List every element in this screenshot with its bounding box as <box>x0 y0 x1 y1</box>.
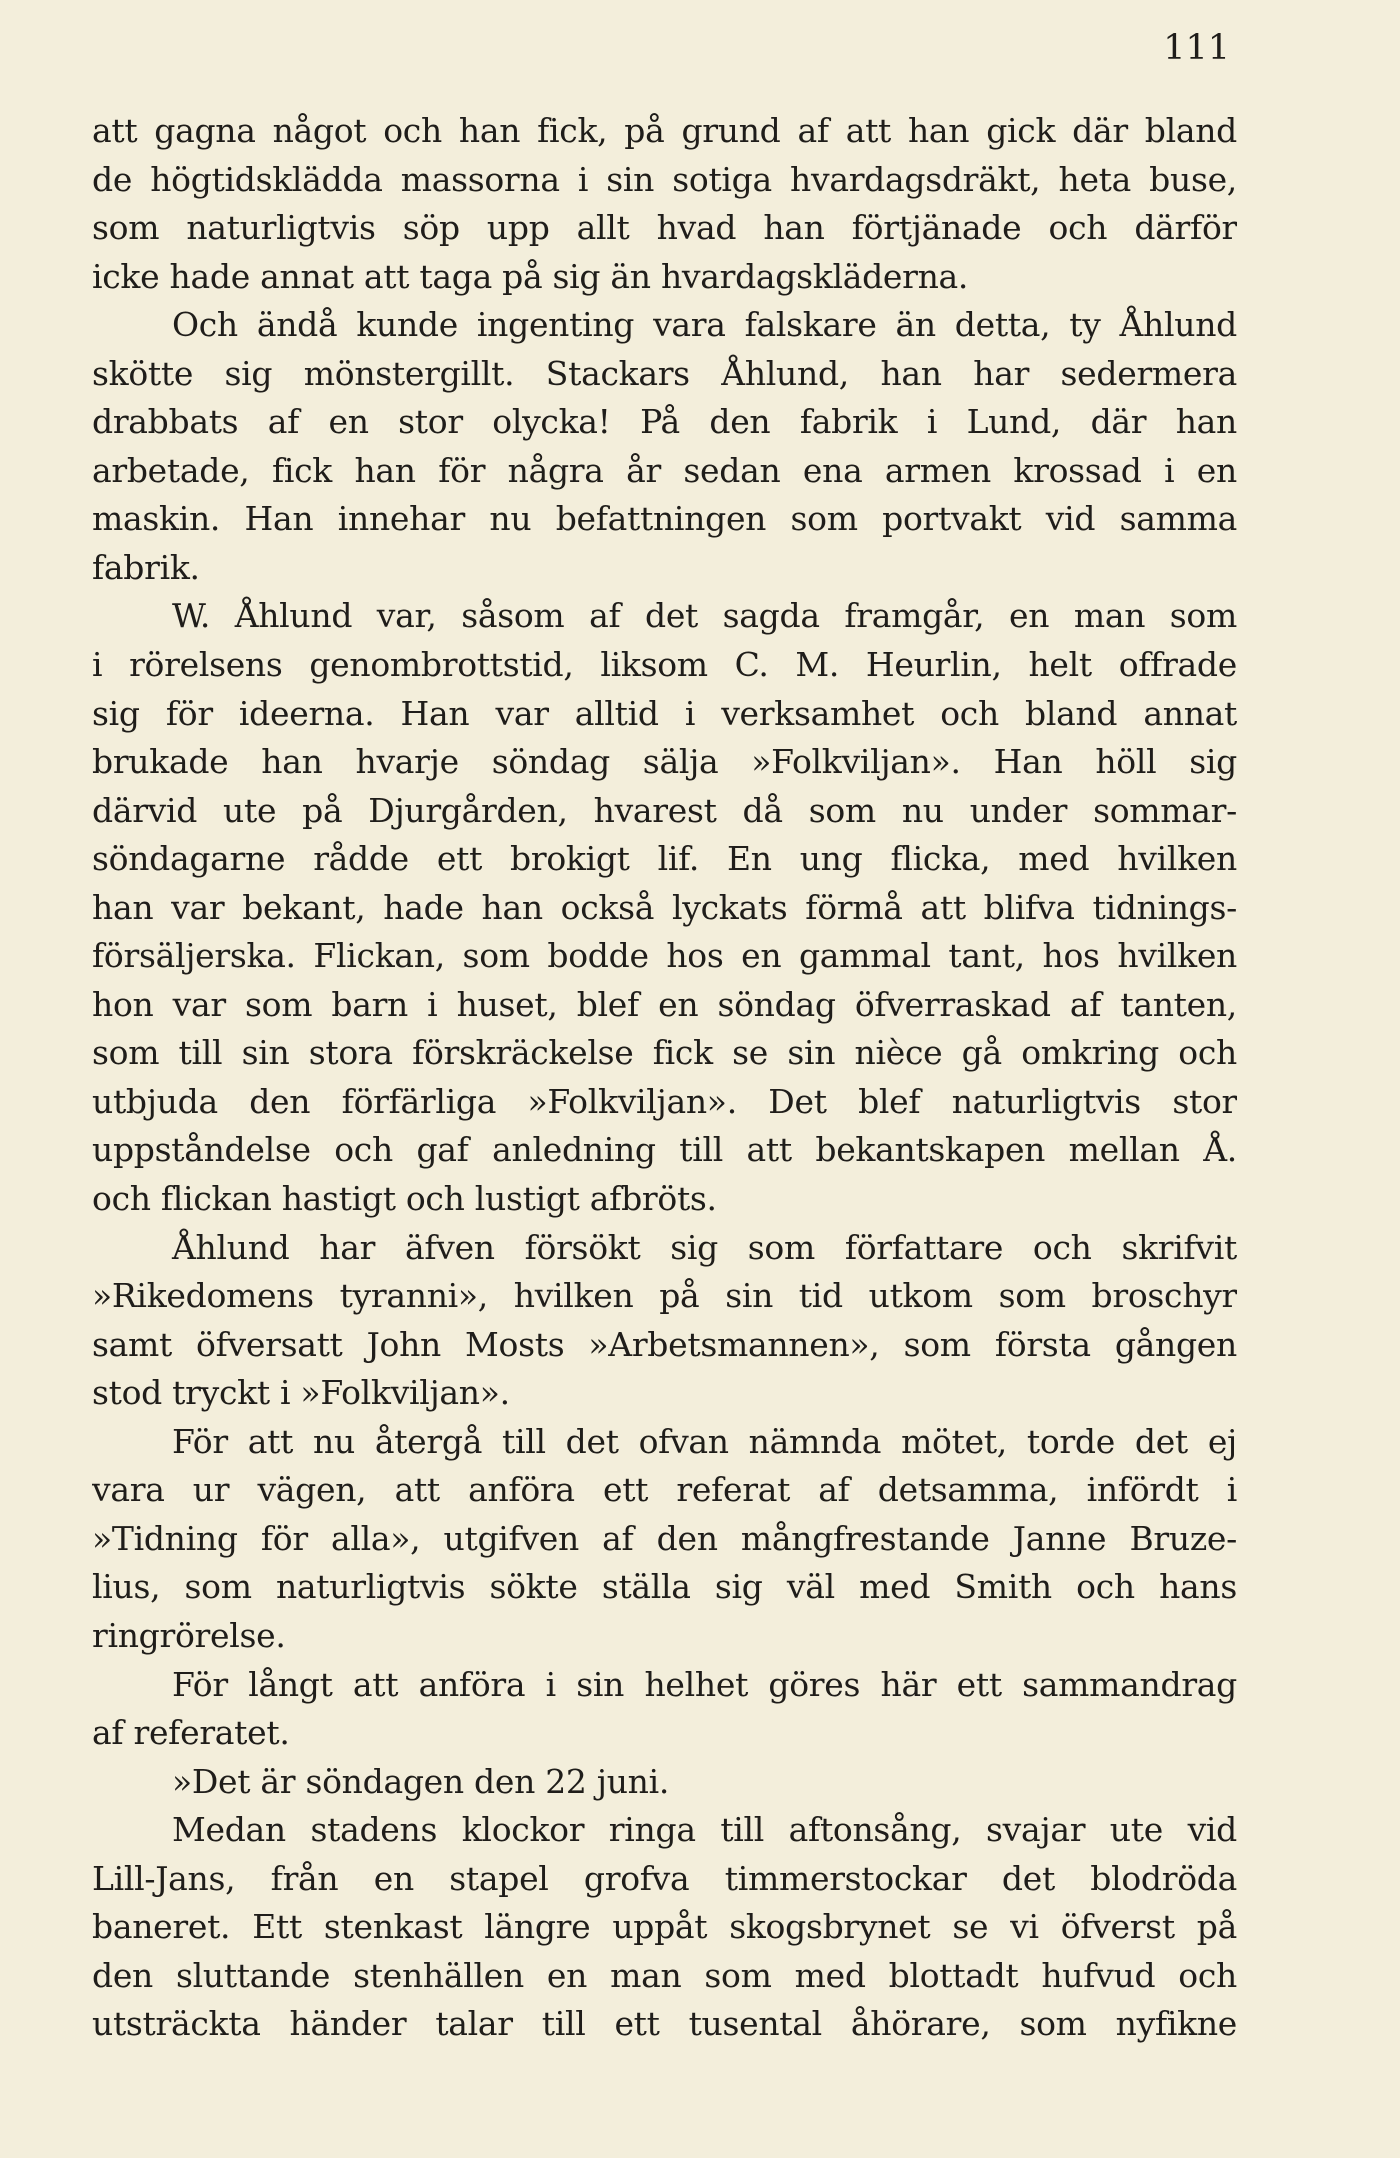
text-line: icke hade annat att taga på sig än hvardagskläderna. <box>92 256 969 296</box>
text-line: »Tidning för alla», utgifven af den mångfrestande Janne Bruze- <box>92 1518 1237 1558</box>
text-line: uppståndelse och gaf anledning till att bekantskapen mellan Å. <box>92 1130 1237 1170</box>
text-line: utbjuda den förfärliga »Folkviljan». Det blef naturligtvis stor <box>92 1081 1237 1121</box>
text-line: och flickan hastigt och lustigt afbröts. <box>92 1179 717 1219</box>
text-line: hon var som barn i huset, blef en söndag öfverraskad af tanten, <box>92 984 1237 1024</box>
text-line: fabrik. <box>92 547 200 587</box>
text-line: den sluttande stenhällen en man som med blottadt hufvud och <box>92 1955 1237 1995</box>
text-line: att gagna något och han fick, på grund af att han gick där bland <box>92 111 1237 150</box>
text-line: Och ändå kunde ingenting vara falskare än detta, ty Åhlund <box>172 305 1237 345</box>
text-line: i rörelsens genombrottstid, liksom C. M. Heurlin, helt offrade <box>92 645 1237 685</box>
text-line: Medan stadens klockor ringa till aftonsång, svajar ute vid <box>172 1810 1237 1850</box>
text-line: maskin. Han innehar nu befattningen som portvakt vid samma <box>92 499 1237 539</box>
text-line: W. Åhlund var, såsom af det sagda framgår, en man som <box>172 596 1237 636</box>
text-line: Åhlund har äfven försökt sig som författare och skrifvit <box>172 1227 1237 1267</box>
text-line: utsträckta händer talar till ett tusental åhörare, som nyfikne <box>92 2004 1237 2044</box>
text-line: som till sin stora förskräckelse fick se sin nièce gå omkring och <box>92 1033 1237 1073</box>
body-text <box>92 107 1237 2049</box>
text-line: som naturligtvis söp upp allt hvad han förtjänade och därför <box>92 208 1237 248</box>
text-line: samt öfversatt John Mosts »Arbetsmannen», som första gången <box>92 1324 1237 1364</box>
text-line: han var bekant, hade han också lyckats förmå att blifva tidnings- <box>92 887 1237 927</box>
text-line: de högtidsklädda massorna i sin sotiga hvardagsdräkt, heta buse, <box>92 159 1237 199</box>
text-line: brukade han hvarje söndag sälja »Folkviljan». Han höll sig <box>92 742 1237 782</box>
text-line: af referatet. <box>92 1713 290 1753</box>
text-line: drabbats af en stor olycka! På den fabrik i Lund, där han <box>92 402 1237 442</box>
text-line: »Det är söndagen den 22 juni. <box>172 1761 670 1801</box>
text-line: lius, som naturligtvis sökte ställa sig väl med Smith och hans <box>92 1567 1237 1607</box>
text-line: arbetade, fick han för några år sedan ena armen krossad i en <box>92 450 1237 490</box>
text-line: därvid ute på Djurgården, hvarest då som nu under sommar- <box>92 790 1237 830</box>
text-line: Lill-Jans, från en stapel grofva timmerstockar det blodröda <box>92 1858 1237 1898</box>
text-line: vara ur vägen, att anföra ett referat af detsamma, infördt i <box>92 1470 1237 1510</box>
text-line: ringrörelse. <box>92 1615 286 1655</box>
text-line: »Rikedomens tyranni», hvilken på sin tid utkom som broschyr <box>92 1276 1237 1316</box>
text-line: För långt att anföra i sin helhet göres här ett sammandrag <box>172 1664 1237 1704</box>
text-line: söndagarne rådde ett brokigt lif. En ung flicka, med hvilken <box>92 839 1237 879</box>
text-line: baneret. Ett stenkast längre uppåt skogsbrynet se vi öfverst på <box>92 1907 1237 1947</box>
text-line: stod tryckt i »Folkviljan». <box>92 1373 510 1413</box>
text-line: försäljerska. Flickan, som bodde hos en gammal tant, hos hvilken <box>92 936 1237 976</box>
text-line: För att nu återgå till det ofvan nämnda mötet, torde det ej <box>172 1421 1237 1461</box>
page-number: 111 <box>1163 28 1230 68</box>
text-line: sig för ideerna. Han var alltid i verksamhet och bland annat <box>92 693 1237 733</box>
text-line: skötte sig mönstergillt. Stackars Åhlund, han har sedermera <box>92 353 1237 393</box>
